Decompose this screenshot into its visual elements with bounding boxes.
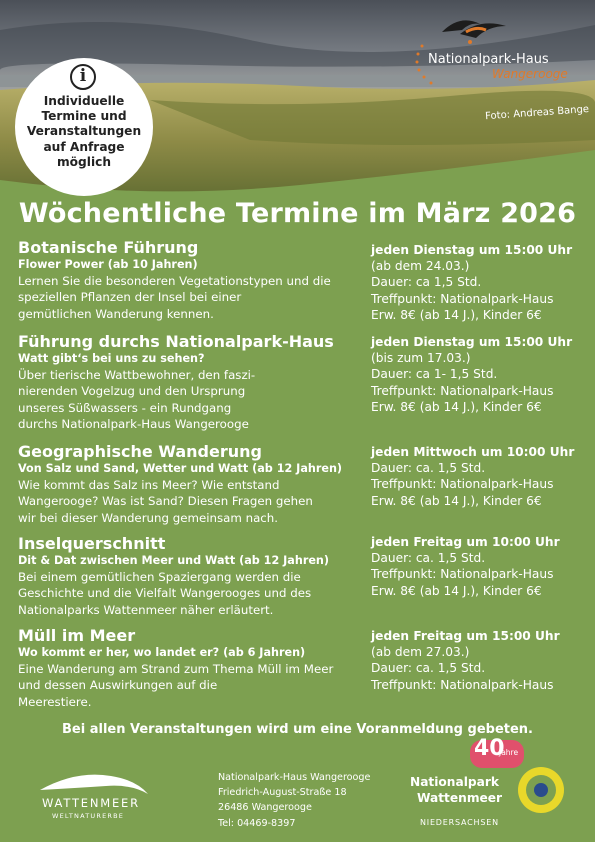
event-detail: Treffpunkt: Nationalpark-Haus xyxy=(371,383,554,398)
event-item-muell-im-meer xyxy=(18,626,588,710)
event-schedule: jeden Dienstag um 15:00 Uhr xyxy=(371,243,573,257)
badge-number: 40 xyxy=(474,736,505,761)
event-title: Geographische Wanderung xyxy=(18,442,262,461)
event-description: Über tierische Wattbewohner, den faszi- nierenden Vogelzug und den Ursprung unseres Süßwassers - ein Rundgang durchs Nationalpark-Haus Wangerooge xyxy=(18,368,256,432)
event-detail: Treffpunkt: Nationalpark-Haus xyxy=(371,291,554,306)
event-schedule: jeden Freitag um 15:00 Uhr xyxy=(371,629,560,643)
event-subtitle: Watt gibt‘s bei uns zu sehen? xyxy=(18,352,205,365)
event-item-fuehrung-nationalpark-haus xyxy=(18,332,588,433)
footer xyxy=(0,736,595,842)
event-detail: Treffpunkt: Nationalpark-Haus xyxy=(371,677,554,692)
info-icon: i xyxy=(70,64,96,90)
event-description: Wie kommt das Salz ins Meer? Wie entstand Wangerooge? Was ist Sand? Diesen Fragen gehen wir bei dieser Wanderung gemeinsam nach. xyxy=(18,478,313,525)
event-detail: (bis zum 17.03.) xyxy=(371,351,471,365)
event-description: Lernen Sie die besonderen Vegetationstypen und die speziellen Pflanzen der Insel bei einer gemütlichen Wanderung kennen. xyxy=(18,274,331,321)
address-line: Nationalpark-Haus Wangerooge xyxy=(218,772,371,783)
nationalpark-circle-logo-icon xyxy=(517,766,565,814)
nationalpark-line1: Nationalpark xyxy=(410,775,499,789)
nationalpark-line2: Wattenmeer xyxy=(417,791,503,805)
event-schedule: jeden Mittwoch um 10:00 Uhr xyxy=(371,445,575,459)
logo-subtitle: Wangerooge xyxy=(492,67,568,81)
event-item-inselquerschnitt xyxy=(18,534,588,618)
event-title: Führung durchs Nationalpark-Haus xyxy=(18,332,334,351)
nationalpark-haus-logo xyxy=(412,12,592,92)
anniversary-badge xyxy=(470,736,524,768)
region-label: NIEDERSACHSEN xyxy=(420,818,499,827)
event-title: Inselquerschnitt xyxy=(18,534,166,553)
event-detail: Dauer: ca 1,5 Std. xyxy=(371,275,482,290)
info-bubble xyxy=(15,58,153,196)
page-title: Wöchentliche Termine im März 2026 xyxy=(18,198,577,229)
wattenmeer-name: WATTENMEER xyxy=(42,796,140,810)
wattenmeer-subtitle: WELTNATURERBE xyxy=(52,812,125,820)
phone-number: Tel: 04469-8397 xyxy=(218,817,296,829)
event-detail: (ab dem 27.03.) xyxy=(371,645,470,659)
event-detail: Erw. 8€ (ab 14 J.), Kinder 6€ xyxy=(371,400,542,415)
event-detail: Dauer: ca. 1,5 Std. xyxy=(371,461,486,475)
event-schedule: jeden Dienstag um 15:00 Uhr xyxy=(371,335,573,349)
event-description: Bei einem gemütlichen Spaziergang werden die Geschichte und die Vielfalt Wangerooges und des Nationalparks Wattenmeer näher erläutert. xyxy=(18,570,312,617)
event-detail: Dauer: ca. 1,5 Std. xyxy=(371,551,486,565)
photo-credit: Foto: Andreas Bange xyxy=(484,104,590,123)
event-item-botanische-fuehrung xyxy=(18,238,588,322)
event-description: Eine Wanderung am Strand zum Thema Müll im Meer und dessen Auswirkungen auf die Meerestiere. xyxy=(18,662,334,709)
address-block xyxy=(218,770,370,831)
event-title: Botanische Führung xyxy=(18,238,199,257)
logo-title: Nationalpark-Haus xyxy=(428,52,549,67)
event-subtitle: Flower Power (ab 10 Jahren) xyxy=(18,258,198,271)
event-detail: Dauer: ca. 1,5 Std. xyxy=(371,661,486,676)
event-subtitle: Wo kommt er her, wo landet er? (ab 6 Jahren) xyxy=(18,646,306,659)
info-bubble-text: Individuelle Termine und Veranstaltungen auf Anfrage möglich xyxy=(26,94,142,169)
event-detail: Treffpunkt: Nationalpark-Haus xyxy=(371,477,554,492)
event-title: Müll im Meer xyxy=(18,626,136,645)
event-item-geographische-wanderung xyxy=(18,442,588,526)
event-detail: Dauer: ca 1- 1,5 Std. xyxy=(371,367,498,382)
registration-notice: Bei allen Veranstaltungen wird um eine Voranmeldung gebeten. xyxy=(62,722,533,737)
event-subtitle: Von Salz und Sand, Wetter und Watt (ab 12 Jahren) xyxy=(18,462,343,475)
address-line: Friedrich-August-Straße 18 xyxy=(218,787,347,799)
event-schedule: jeden Freitag um 10:00 Uhr xyxy=(371,535,560,549)
address-line: 26486 Wangerooge xyxy=(218,802,312,814)
event-detail: Erw. 8€ (ab 14 J.), Kinder 6€ xyxy=(371,583,542,598)
event-detail: Erw. 8€ (ab 14 J.), Kinder 6€ xyxy=(371,493,542,508)
event-detail: Treffpunkt: Nationalpark-Haus xyxy=(371,567,554,582)
event-detail: Erw. 8€ (ab 14 J.), Kinder 6€ xyxy=(371,308,542,323)
badge-word: Jahre xyxy=(499,748,519,757)
bird-logo-icon xyxy=(440,12,510,52)
event-detail: (ab dem 24.03.) xyxy=(371,259,470,273)
event-subtitle: Dit & Dat zwischen Meer und Watt (ab 12 Jahren) xyxy=(18,554,329,567)
